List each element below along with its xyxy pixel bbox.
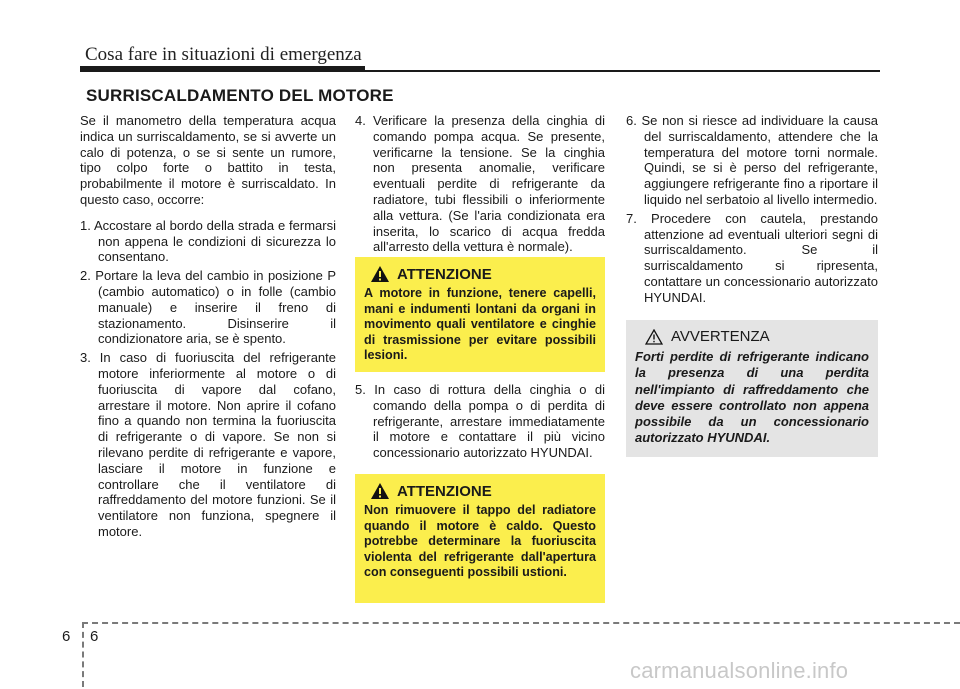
section-number: 6: [62, 628, 71, 645]
caution-header: [645, 328, 869, 345]
column-middle-top: [355, 113, 605, 258]
step-item-3: 3. In caso di fuoriuscita del refrigerante motore inferiormente al motore o di fuoriuscita di vapore dal cofano, arrestare il motore. Non aprire il cofano fino a quando non termina la fuoriuscita di refrigerante o di vapore. Se non si rilevano perdite di refrigerante e vapore, lasciare il motore in funzione e controllare che il ventilatore di raffreddamento del motore funzioni. Se il ventilatore non funziona, spegnere il motore.: [80, 350, 336, 539]
warning-title: ATTENZIONE: [397, 482, 492, 500]
step-item-6: 6. Se non si riesce ad individuare la causa del surriscaldamento, attendere che la temperatura del motore torni normale. Quindi, se si è perso del refrigerante, aggiungere refrigerante fino a riportare il liquido nel serbatoio al livello intermedio.: [626, 113, 878, 207]
header-rule-thick: [80, 66, 365, 72]
step-item-4: 4. Verificare la presenza della cinghia di comando pompa acqua. Se presente, verificarne la tensione. Se la cinghia non presenta anomalie, verificare eventuali perdite di refrigerante da radiatore, tubi flessibili o inferiormente alla vettura. (Se l'aria condizionata era inserita, lo scarico di acqua fredda all'arresto della vettura è normale).: [355, 113, 605, 255]
warning-triangle-icon: [370, 265, 390, 283]
caution-title: AVVERTENZA: [671, 328, 770, 345]
watermark: carmanualsonline.info: [630, 658, 849, 683]
warning-triangle-icon: [370, 482, 390, 500]
chapter-title: Cosa fare in situazioni di emergenza: [85, 44, 362, 65]
header-rule-thin: [365, 70, 880, 72]
step-item-7: 7. Procedere con cautela, prestando attenzione ad eventuali ulteriori segni di surriscaldamento. Se il surriscaldamento si ripresenta, contattare un concessionario autorizzato HYUNDAI.: [626, 210, 878, 305]
warning-box-1: [355, 257, 605, 372]
page-number: 6: [90, 628, 99, 645]
footer-divider-vertical: [82, 622, 84, 687]
step-item-5: 5. In caso di rottura della cinghia o di comando della pompa o di perdita di refrigerante, arrestare immediatamente il motore e contattare il più vicino concessionario autorizzato HYUNDAI.: [355, 382, 605, 461]
section-title: SURRISCALDAMENTO DEL MOTORE: [86, 86, 394, 105]
footer-divider-horizontal: [82, 622, 960, 624]
warning-title: ATTENZIONE: [397, 265, 492, 283]
intro-paragraph: Se il manometro della temperatura acqua indica un surriscaldamento, se si avverte un calo di potenza, o se si sente un rumore, tipo colpo forte o battito in testa, probabilmente il motore è surriscaldato. In questo caso, occorre:: [80, 113, 336, 207]
warning-header: [370, 265, 596, 283]
warning-header: [370, 482, 596, 500]
warning-text: Non rimuovere il tappo del radiatore quando il motore è caldo. Questo potrebbe determinare la fuoriuscita violenta del refrigerante dall'apertura con conseguenti possibili ustioni.: [364, 503, 596, 579]
caution-text: Forti perdite di refrigerante indicano la presenza di una perdita nell'impianto di raffreddamento che deve essere controllato non appena possibile da un concessionario autorizzato HYUNDAI.: [635, 349, 869, 446]
column-left: [80, 113, 336, 543]
warning-box-2: [355, 474, 605, 603]
caution-triangle-icon: [645, 329, 663, 345]
column-middle-bottom: [355, 382, 605, 464]
caution-box: [626, 320, 878, 457]
warning-text: A motore in funzione, tenere capelli, mani e indumenti lontani da organi in movimento quali ventilatore e cinghie di trasmissione per evitare possibili lesioni.: [364, 286, 596, 362]
step-item-2: 2. Portare la leva del cambio in posizione P (cambio automatico) o in folle (cambio manuale) e inserire il freno di stazionamento. Disinserire il condizionatore aria, se è spento.: [80, 268, 336, 347]
step-item-1: 1. Accostare al bordo della strada e fermarsi non appena le condizioni di sicurezza lo consentano.: [80, 217, 336, 265]
column-right: [626, 113, 878, 309]
